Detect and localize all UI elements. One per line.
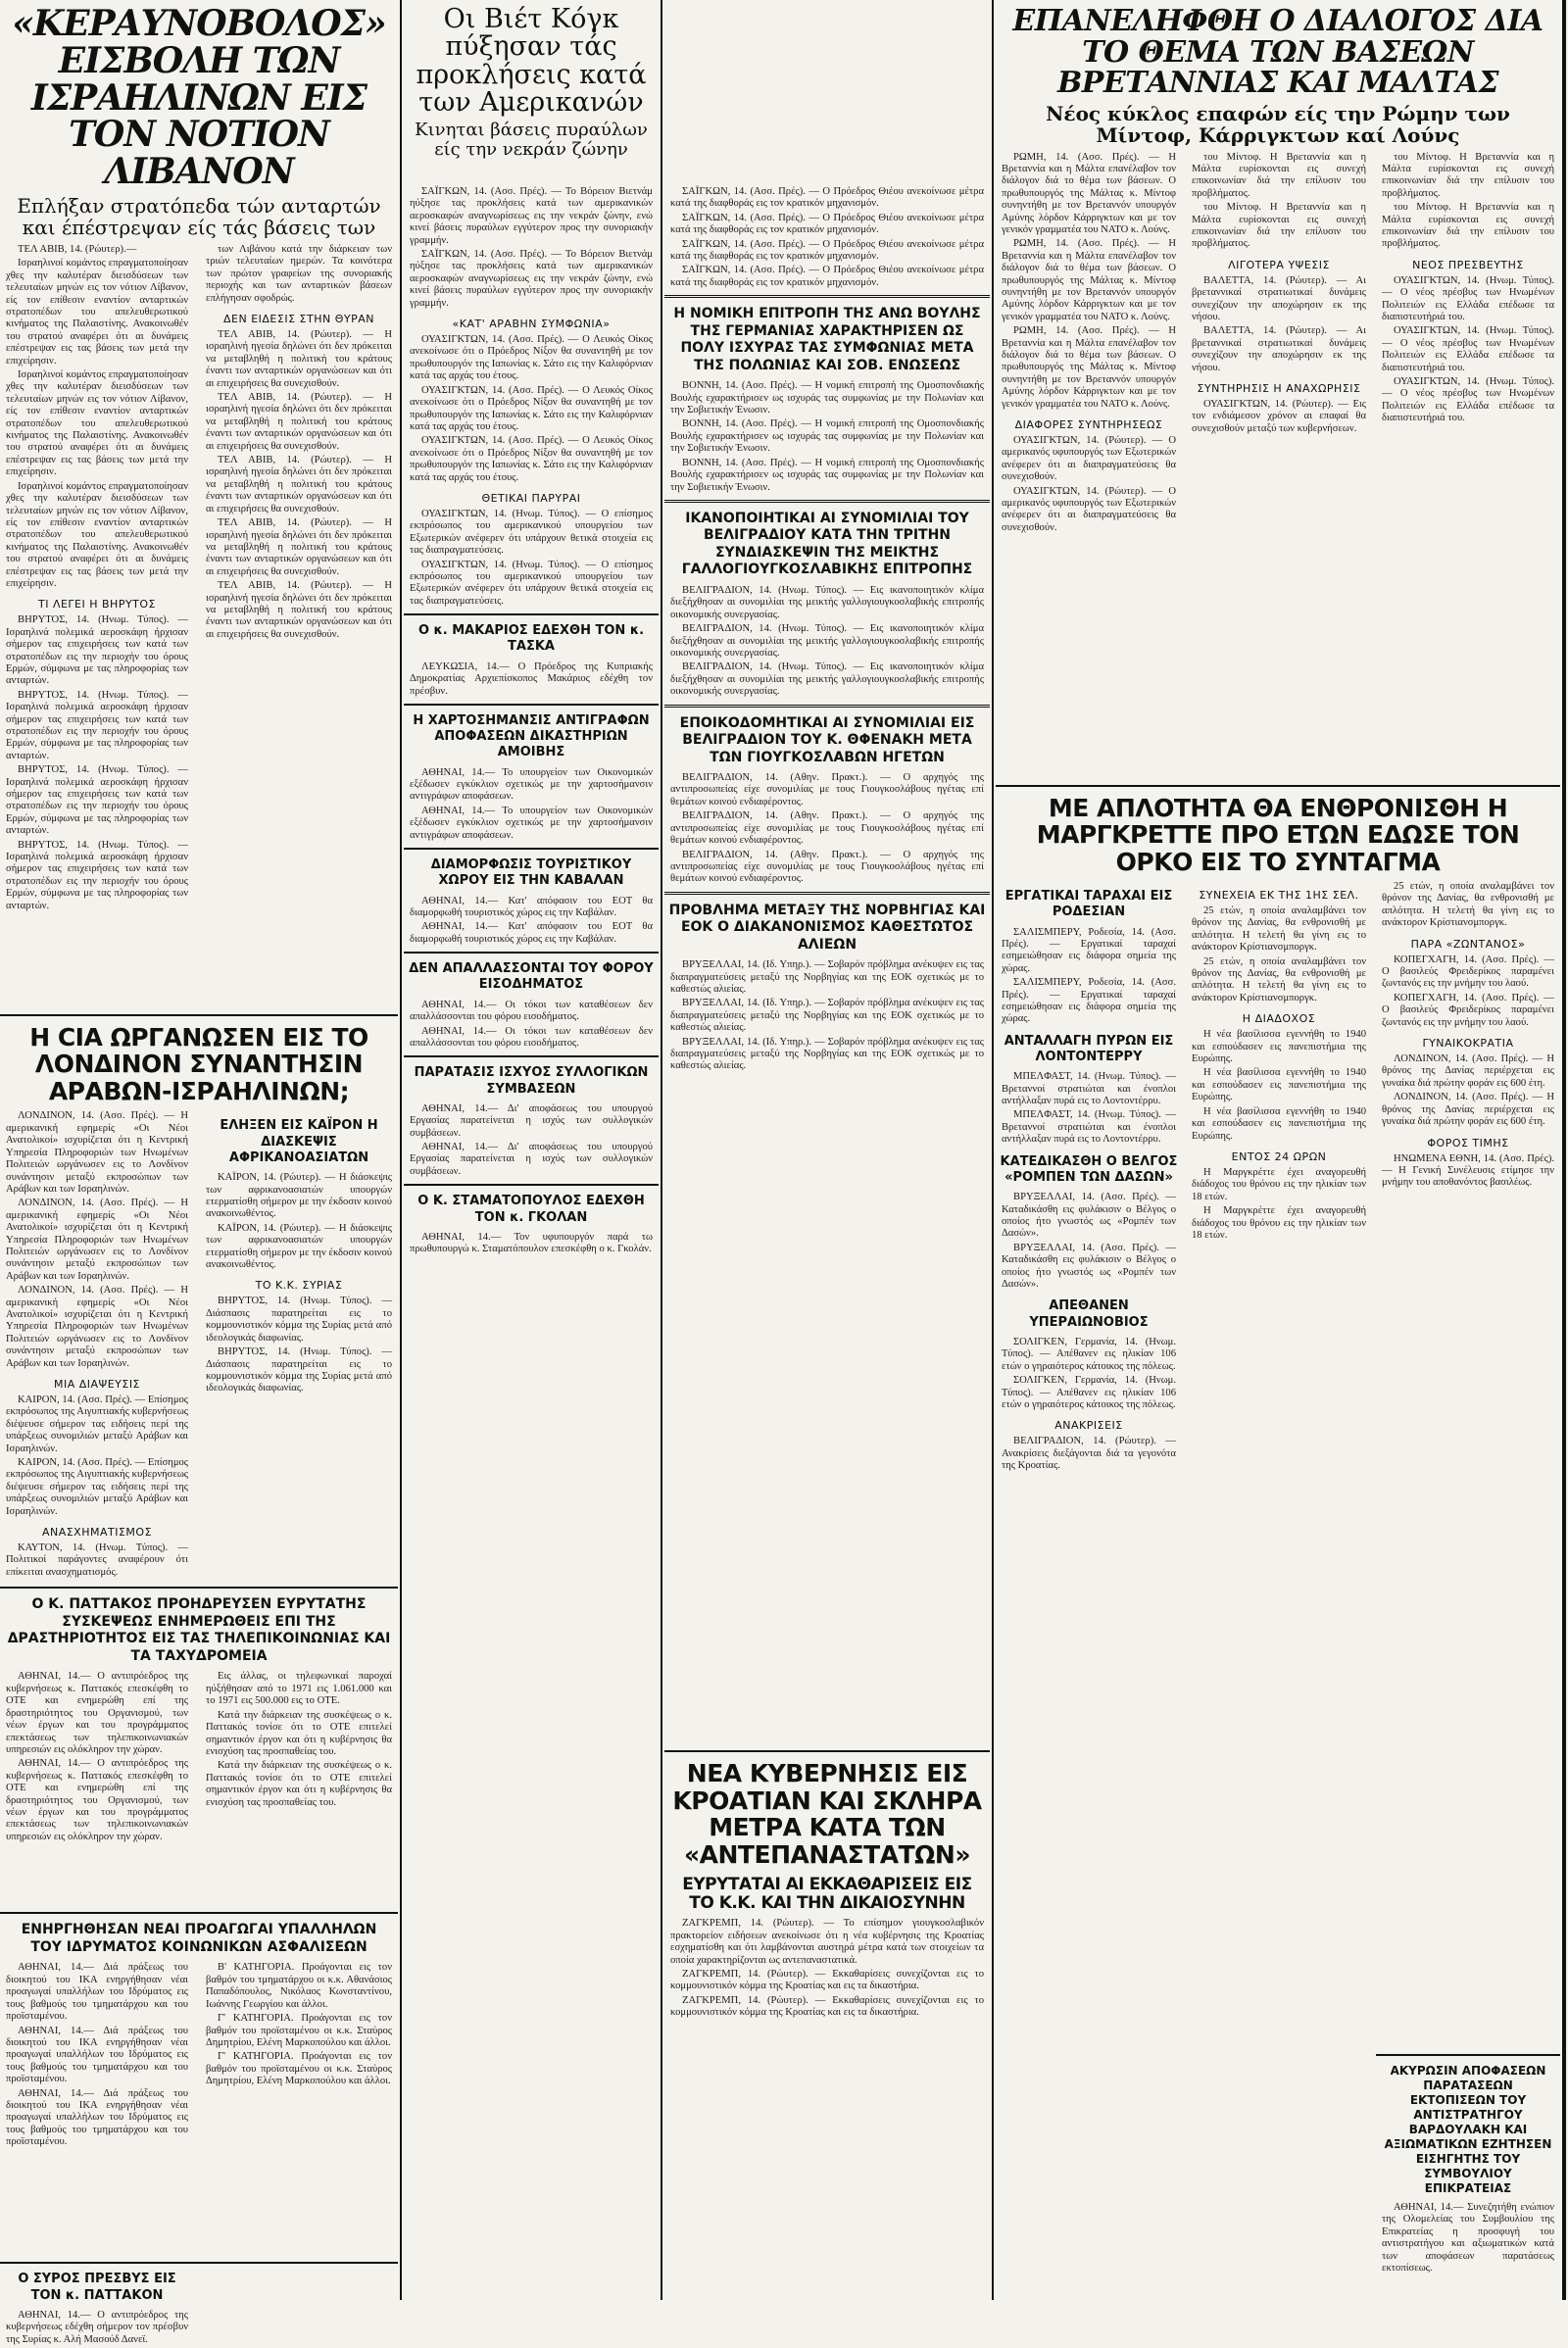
article-text: Η νέα βασίλισσα εγεννήθη το 1940 και εσπούδασεν εις πανεπιστήμια της Ευρώπης. [1192,1105,1366,1142]
article-text: ΟΥΑΣΙΓΚΤΩΝ, 14. (Ρώυτερ). — Εις τον ενδιάμεσον χρόνον αι επαφαί θα συνεχισθούν μεταξύ των κυβερνήσεων. [1192,399,1366,434]
section-heading: ΤΟ Κ.Κ. ΣΥΡΙΑΣ [255,1279,343,1293]
article-text: ΒΗΡΥΤΟΣ, 14. (Ηνωμ. Τύπος). — Ισραηλινά πολεμικά αεροσκάφη ήρχισαν σήμερον τας επιχειρήσεις των κατά των στρατοπέδων εις την περιοχήν του όρους Ερμών, σύμφωνα με τας πληροφορίας των ανταρτών. [6,839,188,911]
article-text: Κατά την διάρκειαν της συσκέψεως ο κ. Παττακός τονίσε ότι το ΟΤΕ επιτελεί σημαντικόν έργον και ότι η κυβέρνησις θα ενισχύση τας προσπαθείας του. [206,1709,392,1757]
article-text: Η Μαργκρέττε έχει αναγορευθή διάδοχος του θρόνου εις την ηλικίαν των 18 ετών. [1192,1166,1366,1202]
article-text: ΖΑΓΚΡΕΜΠ, 14. (Ρώυτερ). — Εκκαθαρίσεις συνεχίζονται εις το κομμουνιστικόν κόμμα της Κροατίας και εις τα δικαστήρια. [670,1969,984,1992]
divider [404,1055,659,1057]
section-heading: «ΚΑΤ' ΑΡΑΒΗΝ ΣΥΜΦΩΝΙΑ» [452,318,611,331]
headline-makarios: Ο κ. ΜΑΚΑΡΙΟΣ ΕΔΕΧΘΗ ΤΟΝ κ. ΤΑΣΚΑ [417,623,645,655]
article-croatia [664,1744,990,2022]
article-syrian-ambassador [0,2272,194,2346]
article-text: ΚΑΪΡΟΝ, 14. (Ρώυτερ). — Η διάσκεψις των αφρικανοασιατών υπουργών ετερματίσθη σήμερον με την έκδοσιν κοινού ανακοινωθέντος. [206,1172,392,1220]
article-text: ΛΟΝΔΙΝΟΝ, 14. (Ασσ. Πρές). — Η θρόνος της Δανίας περιέρχεται εις γυναίκα διά πρώτην φοράν εις 600 έτη. [1382,1053,1554,1089]
section-heading: ΠΑΡΑ «ΖΩΝΤΑΝΟΣ» [1410,937,1526,951]
article-text: ΣΑΪΓΚΩΝ, 14. (Ασσ. Πρές). — Το Βόρειον Βιετνάμ ηύξησε τας προκλήσεις κατά των αμερικανικών αεροσκαφών αναγνωρίσεως εις την νεκράν ζώνην, ενώ κινεί βάσεις πυραύλων εγγύτερον προς την συνοριακήν γραμμήν. [410,186,653,246]
article-text: ΑΘΗΝΑΙ, 14.— Δι' αποφάσεως του υπουργού Εργασίας παρατείνεται η ισχύς των συλλογικών συμβάσεων. [410,1102,653,1139]
article-text: ΟΥΑΣΙΓΚΤΩΝ, 14. (Ηνωμ. Τύπος). — Ο νέος πρέσβυς των Ηνωμένων Πολιτειών εις Ελλάδα επέδωσε τα διαπιστευτήριά του. [1382,325,1554,373]
article-text: ΖΑΓΚΡΕΜΠ, 14. (Ρώυτερ). — Το επίσημον γιουγκοσλαβικόν πρακτορείον ειδήσεων ανεκοίνωσε ότι η νέα κυβέρνησις της Κροατίας εσχηματίσθη και ότι λαμβάνονται αυστηρά μέτρα κατά των στοιχείων τα οποία χαρακτηρίζονται ως αντεπαναστατικά. [670,1918,984,1966]
article-israeli-raid [0,244,398,1008]
article-text: ΑΘΗΝΑΙ, 14.— Κατ' απόφασιν του ΕΟΤ θα διαμορφωθή τουριστικός χώρος εις την Καβάλαν. [410,921,653,945]
subhead-vietcong: Κινηται βάσεις πυραύλων είς την νεκράν ζώνην [415,120,648,161]
article-text: Β' ΚΑΤΗΓΟΡΙΑ. Προάγονται εις τον βαθμόν του τμηματάρχου οι κ.κ. Αθανάσιος Παπαδόπουλος, Νικόλαος Κωνσταντίνου, Ιωάννης Γεωργίου και άλλοι. [206,1962,392,2010]
article-text: ΟΥΑΣΙΓΚΤΩΝ, 14. (Ασσ. Πρές). — Ο Λευκός Οίκος ανεκοίνωσε ότι ο Πρόεδρος Νίξον θα συναντηθή με τον πρωθυπουργόν της Ιαπωνίας κ. Σάτο εις την Καλιφόρνιαν κατά τας αρχάς του έτους. [410,334,653,382]
article-text: ΒΗΡΥΤΟΣ, 14. (Ηνωμ. Τύπος). — Διάσπασις παρατηρείται εις το κομμουνιστικόν κόμμα της Συρίας μετά από ιδεολογικάς διαφωνίας. [206,1296,392,1344]
section-heading: ΑΝΑΣΧΗΜΑΤΙΣΜΟΣ [41,1526,153,1540]
section-heading: ΦΟΡΟΣ ΤΙΜΗΣ [1427,1136,1509,1150]
article-text: ΣΑΛΙΣΜΠΕΡΥ, Ροδεσία, 14. (Ασσ. Πρές). — Εργατικαί ταραχαί εσημειώθησαν εις διάφορα σημεία της χώρας. [1002,926,1176,974]
article-text: Η Μαργκρέττε έχει αναγορευθή διάδοχος του θρόνου εις την ηλικίαν των 18 ετών. [1192,1205,1366,1241]
article-text: ΣΑΪΓΚΩΝ, 14. (Ασσ. Πρές). — Ο Πρόεδρος Θιέου ανεκοίνωσε μέτρα κατά της διαφθοράς εις τον κρατικόν μηχανισμόν. [670,265,984,288]
article-text: ΡΩΜΗ, 14. (Ασσ. Πρές). — Η Βρεταννία και η Μάλτα επανέλαβον τον διάλογον διά το θέμα των βάσεων. Ο πρωθυπουργός της Μάλτας κ. Μίντοφ συνηντήθη με τον Βρεταννόν υπουργόν Αμύνης λόρδον Κάρριγκτων και με τον γενικόν γραμματέα του ΝΑΤΟ κ. Λούνς. [1002,238,1176,322]
article-text: ΗΝΩΜΕΝΑ ΕΘΝΗ, 14. (Ασσ. Πρές). — Η Γενική Συνέλευσις ετίμησε την μνήμην του αποθανόντος βασιλέως. [1382,1152,1554,1189]
article-text: ΒΕΛΙΓΡΑΔΙΟΝ, 14. (Ηνωμ. Τύπος). — Εις ικανοποιητικόν κλίμα διεξήχθησαν αι συνομιλίαι της μεικτής γαλλογιουγκοσλαβικής επιτροπής οικονομικής συνεργασίας. [670,623,984,659]
article-text: ΟΥΑΣΙΓΚΤΩΝ, 14. (Ρώυτερ). — Ο αμερικανός υφυπουργός των Εξωτερικών ανέφερεν ότι αι διαπραγματεύσεις θα συνεχισθούν. [1002,485,1176,533]
article-text: ΤΕΛ ΑΒΙΒ, 14. (Ρώυτερ). — Η ισραηλινή ηγεσία δηλώνει ότι δεν πρόκειται να μεταβληθή η πολιτική του κράτους έναντι των ανταρτικών οργανώσεων και ότι αι επιχειρήσεις θα συνεχισθούν. [206,580,392,640]
article-text: ΖΑΓΚΡΕΜΠ, 14. (Ρώυτερ). — Εκκαθαρίσεις συνεχίζονται εις το κομμουνιστικόν κόμμα της Κροατίας και εις τα δικαστήρια. [670,1994,984,2019]
divider [664,892,990,895]
section-heading: ΘΕΤΙΚΑΙ ΠΑΡΥΡΑΙ [481,491,581,505]
section-heading: ΤΙ ΛΕΓΕΙ Η ΒΗΡΥΤΟΣ [37,598,157,611]
article-text: ΤΕΛ ΑΒΙΒ, 14. (Ρώυτερ). — Η ισραηλινή ηγεσία δηλώνει ότι δεν πρόκειται να μεταβληθή η πολιτική του κράτους έναντι των ανταρτικών οργανώσεων και ότι αι επιχειρήσεις θα συνεχισθούν. [206,329,392,389]
article-vardoulakis [1376,2048,1560,2276]
divider [0,2262,398,2264]
article-text: ΑΘΗΝΑΙ, 14.— Συνεζητήθη ενώπιον της Ολομελείας του Συμβουλίου της Επικρατείας η προσφυγή του αντιστρατήγου και αξιωματικών κατά των αποφάσεων παρατάσεως εκτοπίσεως. [1382,2202,1554,2275]
article-text: ΒΗΡΥΤΟΣ, 14. (Ηνωμ. Τύπος). — Ισραηλινά πολεμικά αεροσκάφη ήρχισαν σήμερον τας επιχειρήσεις των κατά των στρατοπέδων εις την περιοχήν του όρους Ερμών, σύμφωνα με τας πληροφορίας των ανταρτών. [6,614,188,687]
section-heading: Η ΔΙΑΔΟΧΟΣ [1242,1012,1316,1026]
article-text: ΒΟΝΝΗ, 14. (Ασσ. Πρές). — Η νομική επιτροπή της Ομοσπονδιακής Βουλής εχαρακτήρισεν ως ισχυράς τας συμφωνίας με την Πολωνίαν και την Σοβιετικήν Ένωσιν. [670,418,984,455]
article-text: ΣΑΪΓΚΩΝ, 14. (Ασσ. Πρές). — Ο Πρόεδρος Θιέου ανεκοίνωσε μέτρα κατά της διαφθοράς εις τον κρατικόν μηχανισμόν. [670,186,984,210]
article-text: των Λιβάνου κατά την διάρκειαν των τριών τελευταίων ημερών. Τα κοινότερα των πρώτον γραφείων της συνοριακής περιοχής και των ανταρτικών βάσεων επλήγησαν σφοδρώς. [206,243,392,304]
headline-stamp-duty: Η ΧΑΡΤΟΣΗΜΑΝΣΙΣ ΑΝΤΙΓΡΑΦΩΝ ΑΠΟΦΑΣΕΩΝ ΔΙΚΑΣΤΗΡΙΩΝ ΑΜΟΙΒΗΣ [413,712,650,760]
headline-malta-bases: ΕΠΑΝΕΛΗΦΘΗ Ο ΔΙΑΛΟΓΟΣ ΔΙΑ ΤΟ ΘΕΜΑ ΤΩΝ ΒΑΣΕΩΝ ΒΡΕΤΑΝΝΙΑΣ ΚΑΙ ΜΑΛΤΑΣ [1012,4,1544,100]
column-rule [400,0,402,2300]
headline-belgrade-talks: ΙΚΑΝΟΠΟΙΗΤΙΚΑΙ ΑΙ ΣΥΝΟΜΙΛΙΑΙ ΤΟΥ ΒΕΛΙΓΡΑΔΙΟΥ ΚΑΤΑ ΤΗΝ ΤΡΙΤΗΝ ΣΥΝΔΙΑΣΚΕΨΙΝ ΤΗΣ ΜΕΙΚΤΗΣ ΓΑΛΛΟΓΙΟΥΓΚΟΣΛΑΒΙΚΗΣ ΕΠΙΤΡΟΠΗΣ [681,510,973,578]
article-text: του Μίντοφ. Η Βρεταννία και η Μάλτα ευρίσκονται εις συνεχή επικοινωνίαν διά την επίλυσιν του προβλήματος. [1192,151,1366,199]
article-text: ΟΥΑΣΙΓΚΤΩΝ, 14. (Ηνωμ. Τύπος). — Ο νέος πρέσβυς των Ηνωμένων Πολιτειών εις Ελλάδα επέδωσε τα διαπιστευτήριά του. [1382,274,1554,322]
article-text: ΟΥΑΣΙΓΚΤΩΝ, 14. (Ηνωμ. Τύπος). — Ο επίσημος εκπρόσωπος του αμερικανικού υπουργείου των Εξωτερικών ανέφερεν ότι υπάρχουν θετικά στοιχεία εις τας διαπραγματεύσεις. [410,508,653,557]
article-text: ΑΘΗΝΑΙ, 14.— Οι τόκοι των καταθέσεων δεν απαλλάσσονται του φόρου εισοδήματος. [410,1025,653,1049]
article-text: ΑΘΗΝΑΙ, 14.— Ο αντιπρόεδρος της κυβερνήσεως κ. Παττακός επεσκέφθη το ΟΤΕ και ενημερώθη επί της δραστηριότητος του Οργανισμού, των νέων έργων και του προγράμματος επεκτάσεως των τηλεπικοινωνιακών υπηρεσιών εις ολόκληρον την χώραν. [6,1671,188,1755]
headline-londonderry: ΑΝΤΑΛΛΑΓΗ ΠΥΡΩΝ ΕΙΣ ΛΟΝΤΟΝΤΕΡΡΥ [1004,1033,1174,1064]
divider [404,704,659,706]
article-cia-london [0,1110,398,1581]
article-text: ΛΕΥΚΩΣΙΑ, 14.— Ο Πρόεδρος της Κυπριακής Δημοκρατίας Αρχιεπίσκοπος Μακάριος εδέχθη τον πρέσβυν. [410,660,653,697]
article-text: ΚΟΠΕΓΧΑΓΗ, 14. (Ασσ. Πρές). — Ο βασιλεύς Φρειδερίκος παραμένει ζωντανός εις την μνήμην του λαού. [1382,954,1554,990]
article-malta-bases [996,152,1560,779]
section-heading: ΕΝΤΟΣ 24 ΩΡΩΝ [1231,1150,1327,1163]
divider [404,848,659,850]
article-text: ΟΥΑΣΙΓΚΤΩΝ, 14. (Ηνωμ. Τύπος). — Ο νέος πρέσβυς των Ηνωμένων Πολιτειών εις Ελλάδα επέδωσε τα διαπιστευτήριά του. [1382,376,1554,424]
divider [664,295,990,298]
article-text: Η νέα βασίλισσα εγεννήθη το 1940 και εσπούδασεν εις πανεπιστήμια της Ευρώπης. [1192,1029,1366,1065]
article-text: ΣΑΪΓΚΩΝ, 14. (Ασσ. Πρές). — Το Βόρειον Βιετνάμ ηύξησε τας προκλήσεις κατά των αμερικανικών αεροσκαφών αναγνωρίσεως εις την νεκράν ζώνην, ενώ κινεί βάσεις πυραύλων εγγύτερον προς την συνοριακήν γραμμήν. [410,249,653,309]
column-rule [992,0,994,2300]
article-text: ΒΕΛΙΓΡΑΔΙΟΝ, 14. (Ρώυτερ). — Ανακρίσεις διεξάγονται διά τα γεγονότα της Κροατίας. [1002,1436,1176,1472]
page-edge [1562,0,1566,2300]
headline-norway-eec: ΠΡΟΒΛΗΜΑ ΜΕΤΑΞΥ ΤΗΣ ΝΟΡΒΗΓΙΑΣ ΚΑΙ ΕΟΚ Ο ΔΙΑΚΑΝΟΝΙΣΜΟΣ ΚΑΘΕΣΤΩΤΟΣ ΑΛΙΕΩΝ [668,902,986,953]
article-text: ΒΡΥΞΕΛΛΑΙ, 14. (Ιδ. Υπηρ.). — Σοβαρόν πρόβλημα ανέκυψεν εις τας διαπραγματεύσεις μεταξύ της Νορβηγίας και της ΕΟΚ σχετικώς με το καθεστώς αλιείας. [670,998,984,1034]
article-text: ΟΥΑΣΙΓΚΤΩΝ, 14. (Ηνωμ. Τύπος). — Ο επίσημος εκπρόσωπος του αμερικανικού υπουργείου των Εξωτερικών ανέφερεν ότι υπάρχουν θετικά στοιχεία εις τας διαπραγματεύσεις. [410,559,653,607]
headline-vardoulakis: ΑΚΥΡΩΣΙΝ ΑΠΟΦΑΣΕΩΝ ΠΑΡΑΤΑΣΕΩΝ ΕΚΤΟΠΙΣΕΩΝ ΤΟΥ ΑΝΤΙΣΤΡΑΤΗΓΟΥ ΒΑΡΔΟΥΛΑΚΗ ΚΑΙ ΑΞΙΩΜΑΤΙΚΩΝ ΕΖΗΤΗΣΕΝ ΕΙΣΗΓΗΤΗΣ ΤΟΥ ΣΥΜΒΟΥΛΙΟΥ ΕΠΙΚΡΑΤΕΙΑΣ [1384,2064,1552,2195]
article-ika-promotions [0,1962,398,2256]
article-text: Κατά την διάρκειαν της συσκέψεως ο κ. Παττακός τονίσε ότι το ΟΤΕ επιτελεί σημαντικόν έργον και ότι η κυβέρνησις θα ενισχύση τας προσπαθείας του. [206,1760,392,1808]
headline-ika-promotions: ΕΝΗΡΓΗΘΗΣΑΝ ΝΕΑΙ ΠΡΟΑΓΩΓΑΙ ΥΠΑΛΛΗΛΩΝ ΤΟΥ ΙΔΡΥΜΑΤΟΣ ΚΟΙΝΩΝΙΚΩΝ ΑΣΦΑΛΙΣΕΩΝ [21,1922,377,1955]
article-text: ΟΥΑΣΙΓΚΤΩΝ, 14. (Ασσ. Πρές). — Ο Λευκός Οίκος ανεκοίνωσε ότι ο Πρόεδρος Νίξον θα συναντηθή με τον πρωθυπουργόν της Ιαπωνίας κ. Σάτο εις την Καλιφόρνιαν κατά τας αρχάς του έτους. [410,435,653,483]
column-middle-b [664,186,990,1075]
article-text: ΜΠΕΛΦΑΣΤ, 14. (Ηνωμ. Τύπος). — Βρεταννοί στρατιώται και ένοπλοι αντήλλαξαν πυρά εις το Λοντοντέρρυ. [1002,1071,1176,1107]
divider [404,1184,659,1186]
divider [404,613,659,615]
article-text: ΚΑΥΤΟΝ, 14. (Ηνωμ. Τύπος). — Πολιτικοί παράγοντες αναφέρουν ότι επίκειται ανασχηματισμός. [6,1542,188,1578]
headline-margrethe: ΜΕ ΑΠΛΟΤΗΤΑ ΘΑ ΕΝΘΡΟΝΙΣΘΗ Η ΜΑΡΓΚΡΕΤΤΕ ΠΡΟ ΕΤΩΝ ΕΔΩΣΕ ΤΟΝ ΟΡΚΟ ΕΙΣ ΤΟ ΣΥΝΤΑΓΜΑ [1036,793,1520,876]
article-text: ΚΑΪΡΟΝ, 14. (Ρώυτερ). — Η διάσκεψις των αφρικανοασιατών υπουργών ετερματίσθη σήμερον με την έκδοσιν κοινού ανακοινωθέντος. [206,1222,392,1271]
article-text: Γ' ΚΑΤΗΓΟΡΙΑ. Προάγονται εις τον βαθμόν του προϊσταμένου οι κ.κ. Σταύρος Δημητρίου, Ελένη Μαρκοπούλου και άλλοι. [206,2013,392,2048]
headline-stamatopoulos: Ο Κ. ΣΤΑΜΑΤΟΠΟΥΛΟΣ ΕΔΕΧΘΗ ΤΟΝ κ. ΓΚΟΛΑΝ [417,1194,645,1225]
continued-label: ΣΥΝΕΧΕΙΑ ΕΚ ΤΗΣ 1ΗΣ ΣΕΛ. [1199,889,1359,902]
divider [996,785,1560,787]
article-text: ΒΗΡΥΤΟΣ, 14. (Ηνωμ. Τύπος). — Διάσπασις παρατηρείται εις το κομμουνιστικόν κόμμα της Συρίας μετά από ιδεολογικάς διαφωνίας. [206,1346,392,1394]
article-text: ΡΩΜΗ, 14. (Ασσ. Πρές). — Η Βρεταννία και η Μάλτα επανέλαβον τον διάλογον διά το θέμα των βάσεων. Ο πρωθυπουργός της Μάλτας κ. Μίντοφ συνηντήθη με τον Βρεταννόν υπουργόν Αμύνης λόρδον Κάρριγκτων και με τον γενικόν γραμματέα του ΝΑΤΟ κ. Λούνς. [1002,325,1176,410]
article-text: Ισραηλινοί κομάντος επραγματοποίησαν χθες την καλυτέραν διεισδύσεων των τελευταίων μηνών εις τον νότιον Λίβανον, είς τον επίθεσιν εναντίον ανταρτικών στρατοπέδων του απελευθερωτικού κινήματος της Παλαιστίνης. Ανακοινωθέν του στρατού αναφέρει ότι αι δυνάμεις επέστρεψαν εις τας βάσεις των μετά την επιχείρησιν. [6,480,188,589]
section-heading: ΑΝΑΚΡΙΣΕΙΣ [1054,1419,1123,1433]
article-text: ΒΕΛΙΓΡΑΔΙΟΝ, 14. (Αθην. Πρακτ.). — Ο αρχηγός της αντιπροσωπείας είχε συνομιλίας με τους Γιουγκοσλάβους ηγέτας επί θεμάτων κοινού ενδιαφέροντος. [670,772,984,807]
divider [664,500,990,503]
article-text: 25 ετών, η οποία αναλαμβάνει τον θρόνον της Δανίας, θα ενθρονισθή με απλότητα. Η τελετή θα γίνη εις το ανάκτορον Κρίστιανσμποργκ. [1192,955,1366,1003]
headline-syrian-ambassador: Ο ΣΥΡΟΣ ΠΡΕΣΒΥΣ ΕΙΣ ΤΟΝ κ. ΠΑΤΤΑΚΟΝ [18,2272,176,2303]
article-text: ΒΕΛΙΓΡΑΔΙΟΝ, 14. (Ηνωμ. Τύπος). — Εις ικανοποιητικόν κλίμα διεξήχθησαν αι συνομιλίαι της μεικτής γαλλογιουγκοσλαβικής επιτροπής οικονομικής συνεργασίας. [670,584,984,620]
headline-kavala: ΔΙΑΜΟΡΦΩΣΙΣ ΤΟΥΡΙΣΤΙΚΟΥ ΧΩΡΟΥ ΕΙΣ ΤΗΝ ΚΑΒΑΛΑΝ [430,857,632,889]
article-text: ΣΑΛΙΣΜΠΕΡΥ, Ροδεσία, 14. (Ασσ. Πρές). — Εργατικαί ταραχαί εσημειώθησαν εις διάφορα σημεία της χώρας. [1002,977,1176,1025]
headline-afro-asian: ΕΛΗΞΕΝ ΕΙΣ ΚΑΪΡΟΝ Η ΔΙΑΣΚΕΨΙΣ ΑΦΡΙΚΑΝΟΑΣΙΑΤΩΝ [220,1118,378,1165]
headline-belgian-robin-hood: ΚΑΤΕΔΙΚΑΣΘΗ Ο ΒΕΛΓΟΣ «ΡΟΜΠΕΝ ΤΩΝ ΔΑΣΩΝ» [1000,1153,1178,1185]
column-rule [661,0,662,2300]
article-text: ΜΠΕΛΦΑΣΤ, 14. (Ηνωμ. Τύπος). — Βρεταννοί στρατιώται και ένοπλοι αντήλλαξαν πυρά εις το Λοντοντέρρυ. [1002,1109,1176,1146]
column-middle [404,0,659,166]
article-text: ΑΘΗΝΑΙ, 14.— Οι τόκοι των καταθέσεων δεν απαλλάσσονται του φόρου εισοδήματος. [410,999,653,1023]
article-text: ΑΘΗΝΑΙ, 14.— Διά πράξεως του διοικητού του ΙΚΑ ενηργήθησαν νέαι προαγωγαί υπαλλήλων του Ιδρύματος εις τους βαθμούς του τμηματάρχου και του προϊσταμένου. [6,2025,188,2085]
headline-belgrade-leaders: ΕΠΟΙΚΟΔΟΜΗΤΙΚΑΙ ΑΙ ΣΥΝΟΜΙΛΙΑΙ ΕΙΣ ΒΕΛΙΓΡΑΔΙΟΝ ΤΟΥ Κ. ΘΦΕΝΑΚΗ ΜΕΤΑ ΤΩΝ ΓΙΟΥΓΚΟΣΛΑΒΩΝ ΗΓΕΤΩΝ [679,714,975,765]
headline-german-treaties: Η ΝΟΜΙΚΗ ΕΠΙΤΡΟΠΗ ΤΗΣ ΑΝΩ ΒΟΥΛΗΣ ΤΗΣ ΓΕΡΜΑΝΙΑΣ ΧΑΡΑΚΤΗΡΙΣΕΝ ΩΣ ΠΟΛΥ ΙΣΧΥΡΑΣ ΤΑΣ ΣΥΜΦΩΝΙΑΣ ΜΕΤΑ ΤΗΣ ΠΟΛΩΝΙΑΣ ΚΑΙ ΣΟΒ. ΕΝΩΣΕΩΣ [673,306,981,373]
article-text: Ισραηλινοί κομάντος επραγματοποίησαν χθες την καλυτέραν διεισδύσεων των τελευταίων μηνών εις τον νότιον Λίβανον, είς τον επίθεσιν εναντίον ανταρτικών στρατοπέδων του απελευθερωτικού κινήματος της Παλαιστίνης. Ανακοινωθέν του στρατού αναφέρει ότι αι δυνάμεις επέστρεψαν εις τας βάσεις των μετά την επιχείρησιν. [6,258,188,367]
article-text: ΒΕΛΙΓΡΑΔΙΟΝ, 14. (Ηνωμ. Τύπος). — Εις ικανοποιητικόν κλίμα διεξήχθησαν αι συνομιλίαι της μεικτής γαλλογιουγκοσλαβικής επιτροπής οικονομικής συνεργασίας. [670,661,984,698]
article-text: Η νέα βασίλισσα εγεννήθη το 1940 και εσπούδασεν εις πανεπιστήμια της Ευρώπης. [1192,1067,1366,1103]
article-text: ΣΟΛΙΓΚΕΝ, Γερμανία, 14. (Ηνωμ. Τύπος). — Απέθανεν εις ηλικίαν 106 ετών ο γηραιότερος κάτοικος της πόλεως. [1002,1375,1176,1410]
article-text: ΑΘΗΝΑΙ, 14.— Διά πράξεως του διοικητού του ΙΚΑ ενηργήθησαν νέαι προαγωγαί υπαλλήλων του Ιδρύματος εις τους βαθμούς του τμηματάρχου και του προϊσταμένου. [6,2087,188,2148]
article-text: ΒΡΥΞΕΛΛΑΙ, 14. (Ιδ. Υπηρ.). — Σοβαρόν πρόβλημα ανέκυψεν εις τας διαπραγματεύσεις μεταξύ της Νορβηγίας και της ΕΟΚ σχετικώς με το καθεστώς αλιείας. [670,1036,984,1072]
article-text: ΑΘΗΝΑΙ, 14.— Δι' αποφάσεως του υπουργού Εργασίας παρατείνεται η ισχύς των συλλογικών συμβάσεων. [410,1142,653,1177]
article-text: ΣΑΪΓΚΩΝ, 14. (Ασσ. Πρές). — Ο Πρόεδρος Θιέου ανεκοίνωσε μέτρα κατά της διαφθοράς εις τον κρατικόν μηχανισμόν. [670,212,984,236]
headline-rhodesia: ΕΡΓΑΤΙΚΑΙ ΤΑΡΑΧΑΙ ΕΙΣ ΡΟΔΕΣΙΑΝ [1004,889,1173,920]
article-text: ΒΡΥΞΕΛΛΑΙ, 14. (Ασσ. Πρές). — Καταδικάσθη εις φυλάκισιν ο Βέλγος ο οποίος ήτο γνωστός ως «Ρομπέν των Δασών». [1002,1242,1176,1291]
headline-income-tax: ΔΕΝ ΑΠΑΛΛΑΣΣΟΝΤΑΙ ΤΟΥ ΦΟΡΟΥ ΕΙΣΟΔΗΜΑΤΟΣ [409,961,654,993]
article-text: ΚΑΙΡΟΝ, 14. (Ασσ. Πρές). — Επίσημος εκπρόσωπος της Αιγυπτιακής κυβερνήσεως διέψευσε σήμερον τας ειδήσεις περί της υπάρξεως συνομιλιών μεταξύ Αράβων και Ισραηλινών. [6,1457,188,1517]
article-text: του Μίντοφ. Η Βρεταννία και η Μάλτα ευρίσκονται εις συνεχή επικοινωνίαν διά την επίλυσιν του προβλήματος. [1192,202,1366,250]
divider [0,1587,398,1589]
article-text: ΣΟΛΙΓΚΕΝ, Γερμανία, 14. (Ηνωμ. Τύπος). — Απέθανεν εις ηλικίαν 106 ετών ο γηραιότερος κάτοικος της πόλεως. [1002,1336,1176,1372]
headline-pattakos-ote: Ο Κ. ΠΑΤΤΑΚΟΣ ΠΡΟΗΔΡΕΥΣΕΝ ΕΥΡΥΤΑΤΗΣ ΣΥΣΚΕΨΕΩΣ ΕΝΗΜΕΡΩΘΕΙΣ ΕΠΙ ΤΗΣ ΔΡΑΣΤΗΡΙΟΤΗΤΟΣ ΕΙΣ ΤΑΣ ΤΗΛΕΠΙΚΟΙΝΩΝΙΑΣ ΚΑΙ ΤΑ ΤΑΧΥΔΡΟΜΕΙΑ [7,1596,391,1664]
article-text: ΛΟΝΔΙΝΟΝ, 14. (Ασσ. Πρές). — Η αμερικανική εφημερίς «Οι Νέοι Ανατολικοί» ισχυρίζεται ότι η Κεντρική Υπηρεσία Πληροφοριών των Ηνωμένων Πολιτειών ωργάνωσεν εις το Λονδίνον συνάντησιν μεταξύ εκπροσώπων των Αράβων και των Ισραηλινών. [6,1198,188,1282]
article-text: ΒΗΡΥΤΟΣ, 14. (Ηνωμ. Τύπος). — Ισραηλινά πολεμικά αεροσκάφη ήρχισαν σήμερον τας επιχειρήσεις των κατά των στρατοπέδων εις την περιοχήν του όρους Ερμών, σύμφωνα με τας πληροφορίας των ανταρτών. [6,689,188,761]
headline-collective-agreements: ΠΑΡΑΤΑΣΙΣ ΙΣΧΥΟΣ ΣΥΛΛΟΓΙΚΩΝ ΣΥΜΒΑΣΕΩΝ [414,1065,649,1097]
divider [664,705,990,708]
article-text: ΤΕΛ ΑΒΙΒ, 14. (Ρώυτερ). — Η ισραηλινή ηγεσία δηλώνει ότι δεν πρόκειται να μεταβληθή η πολιτική του κράτους έναντι των ανταρτικών οργανώσεων και ότι αι επιχειρήσεις θα συνεχισθούν. [206,455,392,514]
article-text: Εις άλλας, οι τηλεφωνικαί παροχαί ηύξήθησαν από το 1971 εις 1.061.000 και το 1971 εις 500.000 εις το ΟΤΕ. [206,1671,392,1707]
article-text: ΛΟΝΔΙΝΟΝ, 14. (Ασσ. Πρές). — Η θρόνος της Δανίας περιέρχεται εις γυναίκα διά πρώτην φοράν εις 600 έτη. [1382,1092,1554,1128]
column-left [0,0,398,2348]
article-text: ΤΕΛ ΑΒΙΒ, 14. (Ρώυτερ). — Η ισραηλινή ηγεσία δηλώνει ότι δεν πρόκειται να μεταβληθή η πολιτική του κράτους έναντι των ανταρτικών οργανώσεων και ότι αι επιχειρήσεις θα συνεχισθούν. [206,517,392,577]
article-text: ΑΘΗΝΑΙ, 14.— Διά πράξεως του διοικητού του ΙΚΑ ενηργήθησαν νέαι προαγωγαί υπαλλήλων του Ιδρύματος εις τους βαθμούς του τμηματάρχου και του προϊσταμένου. [6,1962,188,2023]
article-text: ΟΥΑΣΙΓΚΤΩΝ, 14. (Ρώυτερ). — Ο αμερικανός υφυπουργός των Εξωτερικών ανέφερεν ότι αι διαπραγματεύσεις θα συνεχισθούν. [1002,435,1176,483]
section-heading: ΝΕΟΣ ΠΡΕΣΒΕΥΤΗΣ [1412,258,1524,271]
article-text: 25 ετών, η οποία αναλαμβάνει τον θρόνον της Δανίας, θα ενθρονισθή με απλότητα. Η τελετή θα γίνη εις το ανάκτορον Κρίστιανσμποργκ. [1192,905,1366,954]
dateline: ΤΕΛ ΑΒΙΒ, 14. (Ρώυτερ).— [18,243,137,255]
divider [664,1750,990,1752]
article-text: ΒΕΛΙΓΡΑΔΙΟΝ, 14. (Αθην. Πρακτ.). — Ο αρχηγός της αντιπροσωπείας είχε συνομιλίας με τους Γιουγκοσλάβους ηγέτας επί θεμάτων κοινού ενδιαφέροντος. [670,810,984,847]
article-text: ΒΗΡΥΤΟΣ, 14. (Ηνωμ. Τύπος). — Ισραηλινά πολεμικά αεροσκάφη ήρχισαν σήμερον τας επιχειρήσεις των κατά των στρατοπέδων εις την περιοχήν του όρους Ερμών, σύμφωνα με τας πληροφορίας των ανταρτών. [6,764,188,837]
article-text: ΑΘΗΝΑΙ, 14.— Ο αντιπρόεδρος της κυβερνήσεως κ. Παττακός επεσκέφθη το ΟΤΕ και ενημερώθη επί της δραστηριότητος του Οργανισμού, των νέων έργων και του προγράμματος επεκτάσεως των τηλεπικοινωνιακών υπηρεσιών εις ολόκληρον την χώραν. [6,1758,188,1842]
article-text: ΒΡΥΞΕΛΛΑΙ, 14. (Ασσ. Πρές). — Καταδικάσθη εις φυλάκισιν ο Βέλγος ο οποίος ήτο γνωστός ως «Ρομπέν των Δασών». [1002,1192,1176,1240]
section-heading: ΛΙΓΟΤΕΡΑ ΥΨΕΣΙΣ [1228,258,1330,271]
section-heading: ΣΥΝΤΗΡΗΣΙΣ Η ΑΝΑΧΩΡΗΣΙΣ [1197,382,1361,395]
article-text: ΒΑΛΕΤΤΑ, 14. (Ρώυτερ). — Αι βρεταννικαί στρατιωτικαί δυνάμεις συνεχίζουν την αποχώρησιν εκ της νήσου. [1192,274,1366,322]
article-text: ΒΟΝΝΗ, 14. (Ασσ. Πρές). — Η νομική επιτροπή της Ομοσπονδιακής Βουλής εχαρακτήρισεν ως ισχυράς τας συμφωνίας με την Πολωνίαν και την Σοβιετικήν Ένωσιν. [670,457,984,493]
article-text: ΚΑΙΡΟΝ, 14. (Ασσ. Πρές). — Επίσημος εκπρόσωπος της Αιγυπτιακής κυβερνήσεως διέψευσε σήμερον τας ειδήσεις περί της υπάρξεως συνομιλιών μεταξύ Αράβων και Ισραηλινών. [6,1394,188,1454]
article-text: ΒΟΝΝΗ, 14. (Ασσ. Πρές). — Η νομική επιτροπή της Ομοσπονδιακής Βουλής εχαρακτήρισεν ως ισχυράς τας συμφωνίας με την Πολωνίαν και την Σοβιετικήν Ένωσιν. [670,380,984,416]
article-text: Γ' ΚΑΤΗΓΟΡΙΑ. Προάγονται εις τον βαθμόν του προϊσταμένου οι κ.κ. Σταύρος Δημητρίου, Ελένη Μαρκοπούλου και άλλοι. [206,2051,392,2087]
subhead-croatia: ΕΥΡΥΤΑΤΑΙ ΑΙ ΕΚΚΑΘΑΡΙΣΕΙΣ ΕΙΣ ΤΟ Κ.Κ. ΚΑΙ ΤΗΝ ΔΙΚΑΙΟΣΥΝΗΝ [682,1875,972,1913]
article-text: ΒΑΛΕΤΤΑ, 14. (Ρώυτερ). — Αι βρεταννικαί στρατιωτικαί δυνάμεις συνεχίζουν την αποχώρησιν εκ της νήσου. [1192,325,1366,373]
section-heading: ΔΙΑΦΟΡΕΣ ΣΥΝΤΗΡΗΣΕΩΣ [1014,418,1163,432]
subhead-malta-bases: Νέος κύκλος επαφών είς την Ρώμην των Μίντοφ, Κάρριγκτων καί Λούνς [1046,101,1510,147]
article-text: ΣΑΪΓΚΩΝ, 14. (Ασσ. Πρές). — Ο Πρόεδρος Θιέου ανεκοίνωσε μέτρα κατά της διαφθοράς εις τον κρατικόν μηχανισμόν. [670,238,984,263]
headline-croatia: ΝΕΑ ΚΥΒΕΡΝΗΣΙΣ ΕΙΣ ΚΡΟΑΤΙΑΝ ΚΑΙ ΣΚΛΗΡΑ ΜΕΤΡΑ ΚΑΤΑ ΤΩΝ «ΑΝΤΕΠΑΝΑΣΤΑΤΩΝ» [672,1759,982,1869]
article-text: ΒΡΥΞΕΛΛΑΙ, 14. (Ιδ. Υπηρ.). — Σοβαρόν πρόβλημα ανέκυψεν εις τας διαπραγματεύσεις μεταξύ της Νορβηγίας και της ΕΟΚ σχετικώς με το καθεστώς αλιείας. [670,959,984,996]
column-middle-a [404,186,659,1258]
article-text: ΡΩΜΗ, 14. (Ασσ. Πρές). — Η Βρεταννία και η Μάλτα επανέλαβον τον διάλογον διά το θέμα των βάσεων. Ο πρωθυπουργός της Μάλτας κ. Μίντοφ συνηντήθη με τον Βρεταννόν υπουργόν Αμύνης λόρδον Κάρριγκτων και με τον γενικόν γραμματέα του ΝΑΤΟ κ. Λούνς. [1002,151,1176,235]
headline-cia-london: Η CIA ΩΡΓΑΝΩΣΕΝ ΕΙΣ ΤΟ ΛΟΝΔΙΝΟΝ ΣΥΝΑΝΤΗΣΙΝ ΑΡΑΒΩΝ-ΙΣΡΑΗΛΙΝΩΝ; [29,1022,368,1105]
article-text: ΟΥΑΣΙΓΚΤΩΝ, 14. (Ασσ. Πρές). — Ο Λευκός Οίκος ανεκοίνωσε ότι ο Πρόεδρος Νίξον θα συναντηθή με τον πρωθυπουργόν της Ιαπωνίας κ. Σάτο εις την Καλιφόρνιαν κατά τας αρχάς του έτους. [410,384,653,432]
article-text: ΚΟΠΕΓΧΑΓΗ, 14. (Ασσ. Πρές). — Ο βασιλεύς Φρειδερίκος παραμένει ζωντανός εις την μνήμην του λαού. [1382,992,1554,1028]
article-text: ΤΕΛ ΑΒΙΒ, 14. (Ρώυτερ). — Η ισραηλινή ηγεσία δηλώνει ότι δεν πρόκειται να μεταβληθή η πολιτική του κράτους έναντι των ανταρτικών οργανώσεων και ότι αι επιχειρήσεις θα συνεχισθούν. [206,392,392,452]
article-text: του Μίντοφ. Η Βρεταννία και η Μάλτα ευρίσκονται εις συνεχή επικοινωνίαν διά την επίλυσιν του προβλήματος. [1382,202,1554,250]
column-right [996,0,1560,1939]
section-heading: ΜΙΑ ΔΙΑΨΕΥΣΙΣ [53,1378,141,1392]
article-margrethe [996,881,1560,1939]
article-text: ΑΘΗΝΑΙ, 14.— Κατ' απόφασιν του ΕΟΤ θα διαμορφωθή τουριστικός χώρος εις την Καβάλαν. [410,895,653,918]
article-text: ΒΕΛΙΓΡΑΔΙΟΝ, 14. (Αθην. Πρακτ.). — Ο αρχηγός της αντιπροσωπείας είχε συνομιλίας με τους Γιουγκοσλάβους ηγέτας επί θεμάτων κοινού ενδιαφέροντος. [670,849,984,885]
headline-vietcong: Οι Βιέτ Κόγκ πύξησαν τάς προκλήσεις κατά των Αμερικανών [416,4,647,119]
article-text: Ισραηλινοί κομάντος επραγματοποίησαν χθες την καλυτέραν διεισδύσεων των τελευταίων μηνών εις τον νότιον Λίβανον, είς τον επίθεσιν εναντίον ανταρτικών στρατοπέδων του απελευθερωτικού κινήματος της Παλαιστίνης. Ανακοινωθέν του στρατού αναφέρει ότι αι δυνάμεις επέστρεψαν εις τας βάσεις των μετά την επιχείρησιν. [6,369,188,478]
article-text: ΑΘΗΝΑΙ, 14.— Ο αντιπρόεδρος της κυβερνήσεως εδέχθη σήμερον τον πρέσβυν της Συρίας κ. Αλή Μασούδ Δανεϊ. [6,2309,188,2345]
article-text: ΑΘΗΝΑΙ, 14.— Το υπουργείον των Οικονομικών εξέδωσεν εγκύκλιον σχετικώς με την χαρτοσήμανσιν αντιγράφων αποφάσεων. [410,766,653,803]
headline-centenarian: ΑΠΕΘΑΝΕΝ ΥΠΕΡΑΙΩΝΟΒΙΟΣ [1029,1298,1149,1330]
divider [0,1014,398,1016]
subhead-israeli-raid: Επλήξαν στρατόπεδα τών ανταρτών και έπέστρεψαν είς τάς βάσεις των [17,193,381,239]
article-text: ΑΘΗΝΑΙ, 14.— Τον υφυπουργόν παρά τω πρωθυπουργώ κ. Σταματόπουλον επεσκέφθη ο κ. Γκολάν. [410,1231,653,1255]
article-text: 25 ετών, η οποία αναλαμβάνει τον θρόνον της Δανίας, θα ενθρονισθή με απλότητα. Η τελετή θα γίνη εις το ανάκτορον Κρίστιανσμποργκ. [1382,881,1554,929]
divider [1376,2054,1560,2056]
article-pattakos-ote [0,1671,398,1906]
divider [404,952,659,954]
article-text: ΛΟΝΔΙΝΟΝ, 14. (Ασσ. Πρές). — Η αμερικανική εφημερίς «Οι Νέοι Ανατολικοί» ισχυρίζεται ότι η Κεντρική Υπηρεσία Πληροφοριών των Ηνωμένων Πολιτειών ωργάνωσεν εις το Λονδίνον συνάντησιν μεταξύ εκπροσώπων των Αράβων και των Ισραηλινών. [6,1110,188,1195]
headline-israeli-raid: «ΚΕΡΑΥΝΟΒΟΛΟΣ» ΕΙΣΒΟΛΗ ΤΩΝ ΙΣΡΑΗΛΙΝΩΝ ΕΙΣ ΤΟΝ ΝΟΤΙΟΝ ΛΙΒΑΝΟΝ [12,3,386,193]
article-text: του Μίντοφ. Η Βρεταννία και η Μάλτα ευρίσκονται εις συνεχή επικοινωνίαν διά την επίλυσιν του προβλήματος. [1382,151,1554,199]
section-heading: ΓΥΝΑΙΚΟΚΡΑΤΙΑ [1422,1037,1514,1051]
article-text: ΛΟΝΔΙΝΟΝ, 14. (Ασσ. Πρές). — Η αμερικανική εφημερίς «Οι Νέοι Ανατολικοί» ισχυρίζεται ότι η Κεντρική Υπηρεσία Πληροφοριών των Ηνωμένων Πολιτειών ωργάνωσεν εις το Λονδίνον συνάντησιν μεταξύ εκπροσώπων των Αράβων και των Ισραηλινών. [6,1285,188,1369]
divider [0,1912,398,1914]
section-heading: ΔΕΝ ΕΙΔΕΣΙΣ ΣΤΗΝ ΘΥΡΑΝ [223,313,374,326]
article-text: ΑΘΗΝΑΙ, 14.— Το υπουργείον των Οικονομικών εξέδωσεν εγκύκλιον σχετικώς με την χαρτοσήμανσιν αντιγράφων αποφάσεων. [410,805,653,841]
